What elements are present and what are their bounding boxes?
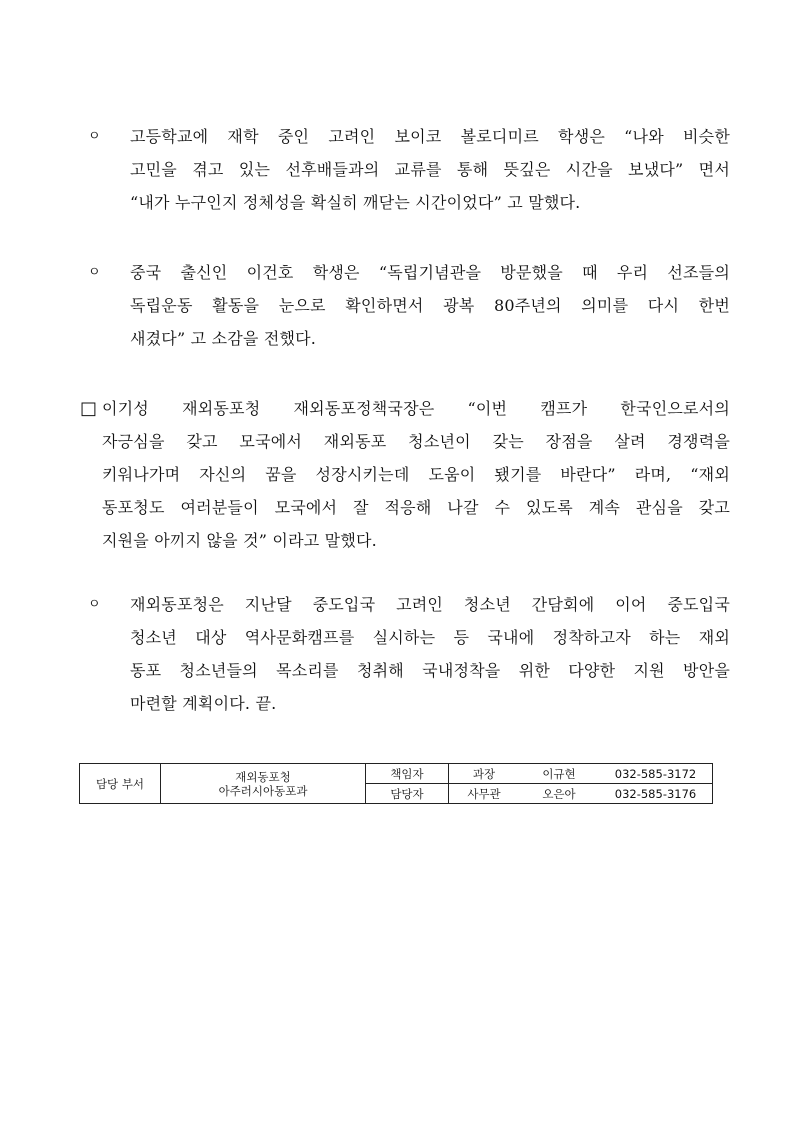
phone-cell: 032-585-3172 <box>599 764 713 784</box>
bullet-item-student-lee <box>70 256 730 355</box>
dept-label-cell: 담당 부서 <box>80 764 161 804</box>
circle-bullet-icon: ㅇ <box>88 597 101 612</box>
name-cell: 오은아 <box>519 784 599 804</box>
role-cell: 책임자 <box>366 764 449 784</box>
paragraph-line: 청소년 대상 역사문화캠프를 실시하는 등 국내에 정착하고자 하는 재외 <box>130 628 730 647</box>
bullet-item-agency-plan <box>70 588 730 720</box>
paragraph-line: 동포 청소년들의 목소리를 청취해 국내정착을 위한 다양한 지원 방안을 <box>130 661 730 680</box>
circle-bullet-icon: ㅇ <box>88 265 101 280</box>
section-director-quote <box>76 392 730 557</box>
org-cell <box>161 764 366 804</box>
phone-cell: 032-585-3176 <box>599 784 713 804</box>
paragraph-line: “내가 누구인지 정체성을 확실히 깨닫는 시간이었다” 고 말했다. <box>130 193 581 212</box>
paragraph-line: 이기성 재외동포청 재외동포정책국장은 “이번 캠프가 한국인으로서의 <box>102 399 730 418</box>
org-name: 재외동포청 <box>235 769 291 784</box>
paragraph-line: 고민을 겪고 있는 선후배들과의 교류를 통해 뜻깊은 시간을 보냈다” 면서 <box>130 160 730 179</box>
paragraph-line: 고등학교에 재학 중인 고려인 보이코 볼로디미르 학생은 “나와 비슷한 <box>130 127 730 146</box>
contact-table <box>79 763 713 804</box>
bullet-item-student-boyko <box>70 120 730 219</box>
paragraph-line: 동포청도 여러분들이 모국에서 잘 적응해 나갈 수 있도록 계속 관심을 갖고 <box>102 498 730 517</box>
paragraph-line: 지원을 아끼지 않을 것” 이라고 말했다. <box>102 531 377 550</box>
position-cell: 사무관 <box>449 784 520 804</box>
paragraph-line: 새겼다” 고 소감을 전했다. <box>130 329 317 348</box>
table-row <box>80 764 713 784</box>
org-division: 아주러시아동포과 <box>218 783 308 798</box>
paragraph-line: 독립운동 활동을 눈으로 확인하면서 광복 80주년의 의미를 다시 한번 <box>130 296 730 315</box>
paragraph-line: 마련할 계획이다. 끝. <box>130 694 277 713</box>
paragraph-line: 재외동포청은 지난달 중도입국 고려인 청소년 간담회에 이어 중도입국 <box>130 595 730 614</box>
square-bullet-icon: □ <box>80 398 98 419</box>
name-cell: 이규현 <box>519 764 599 784</box>
role-cell: 담당자 <box>366 784 449 804</box>
paragraph-line: 중국 출신인 이건호 학생은 “독립기념관을 방문했을 때 우리 선조들의 <box>130 263 730 282</box>
paragraph-line: 키워나가며 자신의 꿈을 성장시키는데 도움이 됐기를 바란다” 라며, “재외 <box>102 465 730 484</box>
position-cell: 과장 <box>449 764 520 784</box>
circle-bullet-icon: ㅇ <box>88 129 101 144</box>
paragraph-line: 자긍심을 갖고 모국에서 재외동포 청소년이 갖는 장점을 살려 경쟁력을 <box>102 432 730 451</box>
